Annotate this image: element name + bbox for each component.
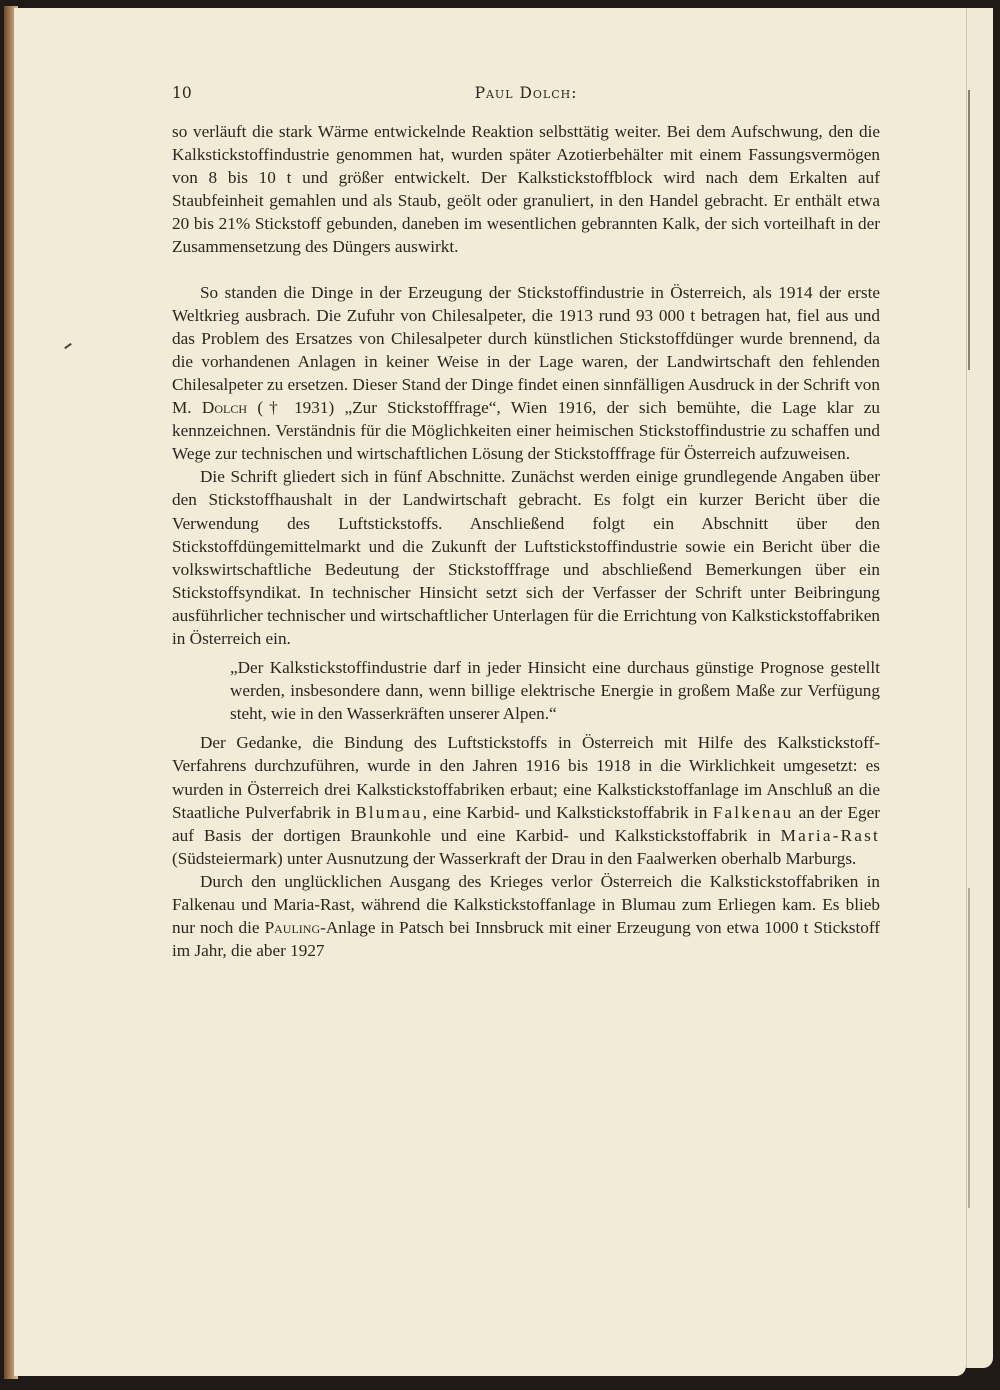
paragraph-text: (Südsteiermark) unter Ausnutzung der Wasserkraft der Drau in den Faalwerken oberhalb Marburgs. <box>172 848 857 868</box>
paragraph <box>172 281 880 466</box>
page-edge-shadow-line <box>968 888 970 1208</box>
paragraph: so verläuft die stark Wärme entwickelnde Reaktion selbsttätig weiter. Bei dem Aufschwung, den die Kalkstickstoffindustrie genommen hat, wurden später Azotierbehälter mit einem Fassungsvermögen von 8 bis 10 t und größer entwickelt. Der Kalkstickstoffblock wird nach dem Erkalten auf Staubfeinheit gemahlen und als Staub, geölt oder granuliert, in den Handel gebracht. Er enthält etwa 20 bis 21% Stickstoff gebunden, daneben im wesentlichen gebrannten Kalk, der sich vorteilhaft in der Zusammensetzung des Düngers auswirkt. <box>172 122 880 257</box>
place-name: Maria-Rast <box>780 825 880 845</box>
paragraph-text: Der Gedanke, die Bindung des Luftstickstoffs in Österreich mit Hilfe des Kalkstickstoff-Verfahrens durchzuführen, wurde in den Jahren 1916 bis 1918 in die Wirklichkeit umgesetzt: es wurden in Österreich drei Kalkstickstoffabriken erbaut; eine Kalkstickstoffanlage im Anschluß an die Staatliche Pulverfabrik in <box>172 733 880 822</box>
paragraph-text: -Anlage in Patsch bei Innsbruck mit einer Erzeugung von etwa 1000 t Stickstoff im Jahr, die aber 1927 <box>172 918 880 961</box>
page-header <box>172 84 880 108</box>
paragraph: Die Schrift gliedert sich in fünf Abschnitte. Zunächst werden einige grundlegende Angaben über den Stickstoffhaushalt in der Landwirtschaft gebracht. Es folgt ein kurzer Bericht über die Verwendung des Luftstickstoffs. Anschließend folgt ein Abschnitt über den Stickstoffdüngemittelmarkt und die Zukunft der Luftstickstoffindustrie sowie ein Bericht über die volkswirtschaftliche Bedeutung der Stickstofffrage und abschließend Bemerkungen über ein Stickstoffsyndikat. In technischer Hinsicht setzt sich der Verfasser der Schrift unter Beibringung ausführlicher technischer und wirtschaftlicher Unterlagen für die Errichtung von Kalkstickstoffabriken in Österreich ein. <box>172 467 880 648</box>
paragraph-text: († 1931) „Zur Stickstofffrage“, Wien 1916, der sich bemühte, die Lage klar zu kennzeichnen. Verständnis für die Möglichkeiten einer heimischen Stickstoffindustrie zu schaffen und Wege zur technischen und wirtschaftlichen Lösung der Stickstofffrage für Österreich aufzuweisen. <box>172 398 880 464</box>
running-head: Paul Dolch: <box>474 84 578 102</box>
person-name: Pauling <box>264 918 321 938</box>
paragraph <box>172 870 880 962</box>
paragraph-text: So standen die Dinge in der Erzeugung der Stickstoffindustrie in Österreich, als 1914 der erste Weltkrieg ausbrach. Die Zufuhr von Chilesalpeter, die 1913 rund 93 000 t betragen hat, fiel aus und das Problem des Ersatzes von Chilesalpeter durch künstlichen Stickstoffdünger wurde brennend, da die vorhandenen Anlagen in keiner Weise in der Lage waren, der Landwirtschaft den fehlenden Chilesalpeter zu ersetzen. Dieser Stand der Dinge findet einen sinnfälligen Ausdruck in der Schrift von M. <box>172 282 880 418</box>
block-quote: „Der Kalkstickstoffindustrie darf in jeder Hinsicht eine durchaus günstige Prognose gestellt werden, insbesondere dann, wenn billige elektrische Energie in großem Maße zur Verfügung steht, wie in den Wasserkräften unserer Alpen.“ <box>230 658 880 724</box>
next-page-edge <box>966 8 993 1368</box>
paragraph-text: an der Eger auf Basis der dortigen Braunkohle und eine Karbid- und Kalkstickstoffabrik in <box>172 802 880 845</box>
place-name: Falkenau <box>712 802 794 822</box>
author-name: Dolch <box>201 398 248 418</box>
page-edge-shadow-line <box>968 90 970 370</box>
paragraph-text: Durch den unglücklichen Ausgang des Krieges verlor Österreich die Kalkstickstoffabriken in Falkenau und Maria-Rast, während die Kalkstickstoffanlage in Blumau zum Erliegen kam. Es blieb nur noch die <box>172 871 880 938</box>
page-number: 10 <box>172 84 192 102</box>
place-name: Blumau <box>355 802 423 822</box>
paragraph-text: , eine Karbid- und Kalkstickstoffabrik in <box>422 802 713 822</box>
paragraph <box>172 731 880 870</box>
body-text <box>172 120 880 962</box>
